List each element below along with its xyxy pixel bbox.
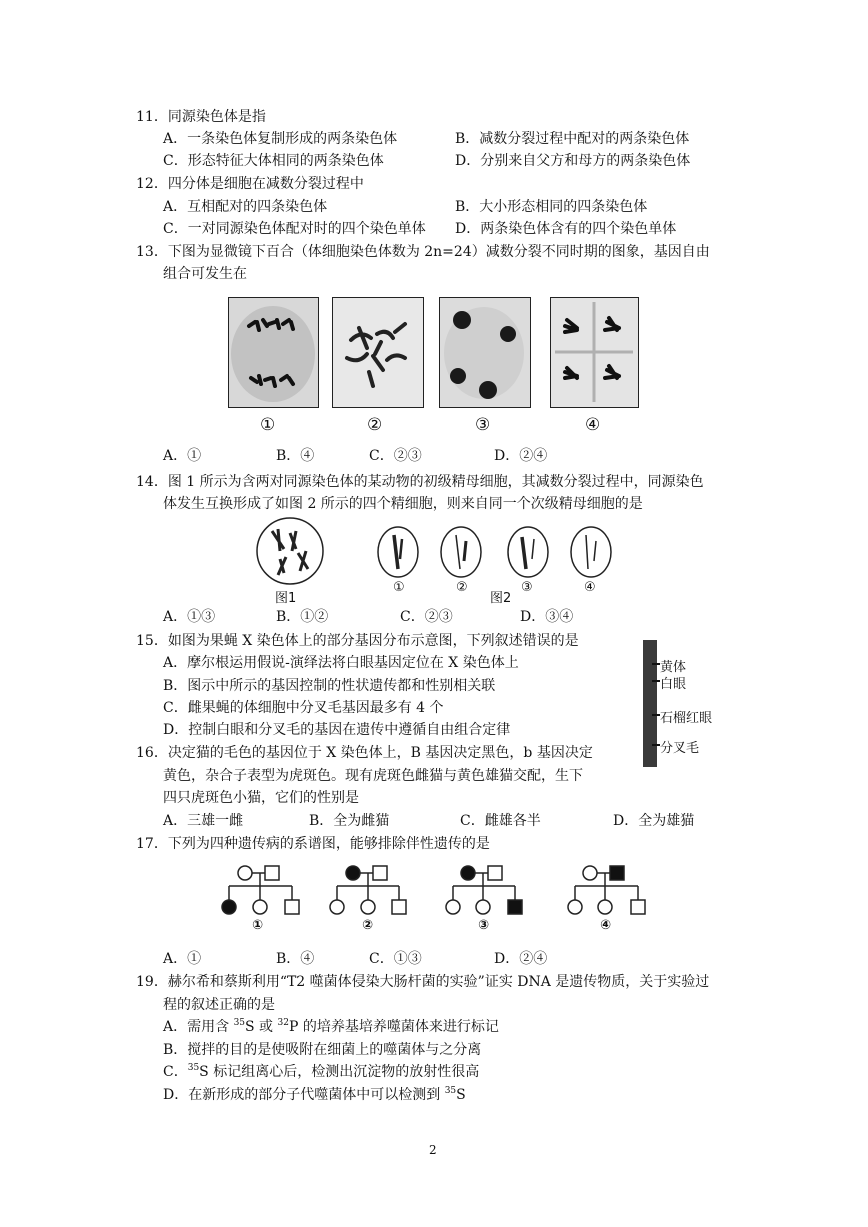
gene-tick-yellow-body — [652, 663, 660, 665]
micrograph-label-2: ② — [367, 415, 383, 435]
q12-option-c: C．一对同源染色体配对时的四个染色单体 — [163, 221, 426, 237]
gene-tick-forked-bristle — [652, 744, 660, 746]
gene-label-garnet-eye: 石榴红眼 — [660, 711, 713, 726]
page-number: 2 — [429, 1143, 437, 1157]
figure-2-label: 图2 — [490, 591, 512, 606]
x-chromosome-bar — [643, 640, 657, 767]
q13-stem-line1: 13．下图为显微镜下百合（体细胞染色体数为 2n=24）减数分裂不同时期的图象，基因自由 — [136, 244, 710, 260]
q19-stem-line1: 19．赫尔希和蔡斯利用“T2 噬菌体侵染大肠杆菌的实验”证实 DNA 是遗传物质，关于实验过 — [136, 974, 710, 990]
q13-option-c: C．②③ — [369, 448, 422, 464]
micrograph-label-1: ① — [260, 415, 276, 435]
figure-1-primary-spermatocyte — [250, 515, 330, 587]
pedigree-label-2: ② — [362, 918, 374, 933]
q14-option-a: A．①③ — [163, 609, 216, 625]
q13-stem-line2: 组合可发生在 — [163, 266, 247, 282]
q12-option-d: D．两条染色体含有的四个染色单体 — [455, 221, 677, 237]
q17-option-c: C．①③ — [369, 951, 422, 967]
q19-stem-line2: 程的叙述正确的是 — [163, 997, 275, 1013]
q13-option-d: D．②④ — [494, 448, 548, 464]
q16-option-d: D．全为雄猫 — [613, 813, 695, 829]
figure-1-label: 图1 — [275, 591, 297, 606]
gene-tick-white-eye — [652, 680, 660, 682]
q16-option-b: B．全为雌猫 — [309, 813, 390, 829]
pedigree-label-3: ③ — [478, 918, 490, 933]
q16-stem-line2: 黄色，杂合子表型为虎斑色。现有虎斑色雌猫与黄色雄猫交配，生下 — [163, 768, 583, 784]
pedigree-charts — [215, 860, 650, 922]
q19-option-c: C．$^{35}$S 标记组离心后，检测出沉淀物的放射性很高 — [163, 1063, 480, 1080]
q14-stem-line2: 体发生互换形成了如图 2 所示的四个精细胞，则来自同一个次级精母细胞的是 — [163, 496, 643, 512]
cell-label-3: ③ — [521, 580, 533, 595]
q17-option-d: D．②④ — [494, 951, 548, 967]
q16-stem-line1: 16．决定猫的毛色的基因位于 X 染色体上，B 基因决定黑色，b 基因决定 — [136, 745, 593, 761]
q14-option-d: D．③④ — [520, 609, 574, 625]
micrograph-label-4: ④ — [585, 415, 601, 435]
q17-stem: 17．下列为四种遗传病的系谱图，能够排除伴性遗传的是 — [136, 836, 490, 852]
q19-option-d: D．在新形成的部分子代噬菌体中可以检测到 $^{35}$S — [163, 1086, 466, 1103]
q12-option-b: B．大小形态相同的四条染色体 — [455, 199, 648, 215]
q19-option-a: A．需用含 $^{35}$S 或 $^{32}$P 的培养基培养噬菌体来进行标记 — [163, 1018, 499, 1035]
micrograph-1 — [228, 297, 319, 408]
q15-option-d: D．控制白眼和分叉毛的基因在遗传中遵循自由组合定律 — [163, 722, 511, 738]
q17-option-b: B．④ — [276, 951, 315, 967]
q15-stem: 15．如图为果蝇 X 染色体上的部分基因分布示意图，下列叙述错误的是 — [136, 633, 579, 649]
q11-stem: 11．同源染色体是指 — [136, 109, 266, 125]
gene-tick-garnet-eye — [652, 714, 660, 716]
figure-2-sperm-cells — [376, 525, 652, 579]
q15-option-c: C．雌果蝇的体细胞中分叉毛基因最多有 4 个 — [163, 700, 444, 716]
q12-stem: 12．四分体是细胞在减数分裂过程中 — [136, 176, 364, 192]
gene-label-white-eye: 白眼 — [660, 677, 687, 692]
q13-option-a: A．① — [163, 448, 202, 464]
q14-stem-line1: 14．图 1 所示为含两对同源染色体的某动物的初级精母细胞，其减数分裂过程中，同源染色 — [136, 474, 704, 490]
pedigree-label-4: ④ — [600, 918, 612, 933]
q13-option-b: B．④ — [276, 448, 315, 464]
cell-label-4: ④ — [584, 580, 596, 595]
micrograph-2 — [332, 297, 424, 408]
micrograph-label-3: ③ — [475, 415, 491, 435]
q16-option-a: A．三雄一雌 — [163, 813, 244, 829]
cell-label-2: ② — [456, 580, 468, 595]
pedigree-label-1: ① — [252, 918, 264, 933]
q11-option-d: D．分别来自父方和母方的两条染色体 — [455, 153, 691, 169]
q12-option-a: A．互相配对的四条染色体 — [163, 199, 328, 215]
gene-label-forked-bristle: 分叉毛 — [660, 741, 700, 756]
q19-option-b: B．搅拌的目的是使吸附在细菌上的噬菌体与之分离 — [163, 1042, 482, 1058]
q14-option-b: B．①② — [276, 609, 329, 625]
micrograph-4 — [550, 297, 639, 408]
q15-option-b: B．图示中所示的基因控制的性状遗传都和性别相关联 — [163, 678, 496, 694]
gene-label-yellow-body: 黄体 — [660, 660, 687, 675]
micrograph-3 — [439, 297, 531, 408]
q14-option-c: C．②③ — [400, 609, 453, 625]
q15-option-a: A．摩尔根运用假说-演绎法将白眼基因定位在 X 染色体上 — [163, 655, 519, 671]
q11-option-c: C．形态特征大体相同的两条染色体 — [163, 153, 384, 169]
q17-option-a: A．① — [163, 951, 202, 967]
q11-option-b: B．减数分裂过程中配对的两条染色体 — [455, 131, 690, 147]
q11-option-a: A．一条染色体复制形成的两条染色体 — [163, 131, 398, 147]
q16-option-c: C．雌雄各半 — [460, 813, 541, 829]
cell-label-1: ① — [393, 580, 405, 595]
q16-stem-line3: 四只虎斑色小猫，它们的性别是 — [163, 790, 359, 806]
